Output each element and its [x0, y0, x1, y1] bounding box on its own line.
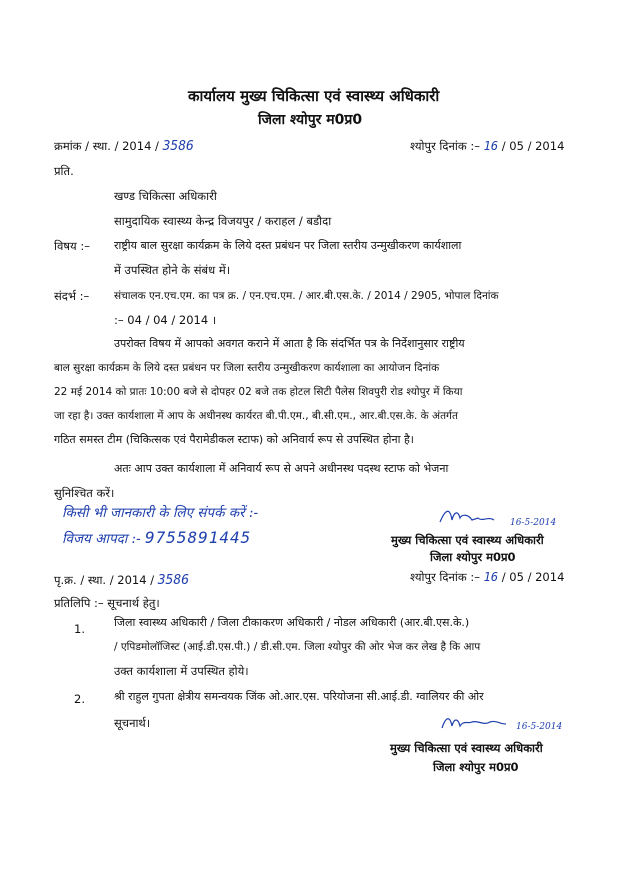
- endorsement-date-day-handwritten: 16: [483, 570, 499, 584]
- copy-item-2-line-1: श्री राहुल गुपता क्षेत्रीय समन्वयक जिंक ओ.आर.एस. परियोजना सी.आई.डी. ग्वालियर की ओर: [114, 690, 484, 703]
- endorsement-date-row: [410, 570, 564, 584]
- subject-line-2: में उपस्थित होने के संबंध में।: [114, 263, 231, 277]
- letter-number-prefix: क्रमांक / स्था. / 2014 /: [54, 139, 159, 153]
- handwritten-name: विजय आपदा :-: [62, 531, 141, 547]
- reference-label: संदर्भ :–: [54, 289, 90, 303]
- signature-date-1: 16-5-2014: [510, 518, 557, 528]
- copy-item-1-number: 1.: [74, 622, 85, 636]
- signature-2-district: जिला श्योपुर म0प्र0: [433, 760, 519, 774]
- reference-line-1: संचालक एन.एच.एम. का पत्र क्र. / एन.एच.एम. / आर.बी.एस.के. / 2014 / 2905, भोपाल दिनांक: [114, 290, 499, 302]
- endorsement-date-label: श्योपुर दिनांक :–: [410, 570, 480, 584]
- body-p1-line-3: 22 मई 2014 को प्रातः 10:00 बजे से दोपहर 02 बजे तक होटल सिटी पैलेस शिवपुरी रोड श्योपुर में किया: [54, 386, 463, 398]
- signature-scribble-1: [438, 504, 498, 532]
- body-p1-line-2: बाल सुरक्षा कार्यक्रम के लिये दस्त प्रबंधन पर जिला स्तरीय उन्मुखीकरण कार्यशाला का आयोजन दिनांक: [54, 362, 440, 374]
- endorsement-number-row: [54, 573, 189, 588]
- signature-date-2: 16-5-2014: [516, 722, 563, 732]
- subject-line-1: राष्ट्रीय बाल सुरक्षा कार्यक्रम के लिये दस्त प्रबंधन पर जिला स्तरीय उन्मुखीकरण कार्यशाला: [114, 239, 462, 252]
- body-p1-line-1: उपरोक्त विषय में आपको अवगत कराने में आता है कि संदर्भित पत्र के निर्देशानुसार राष्ट्रीय: [114, 337, 465, 350]
- handwritten-contact-note: किसी भी जानकारी के लिए संपर्क करें :-: [62, 505, 259, 521]
- copy-item-1-line-2: / एपिडमोलॉजिस्ट (आई.डी.एस.पी.) / डी.सी.एम. जिला श्योपुर की ओर भेज कर लेख है कि आप: [114, 641, 481, 653]
- reference-line-2: :– 04 / 04 / 2014 ।: [114, 313, 217, 327]
- body-p1-line-5: गठित समस्त टीम (चिकित्सक एवं पैरामेडीकल स्टाफ) को अनिवार्य रूप से उपस्थित होना है।: [54, 433, 414, 446]
- signature-1-district: जिला श्योपुर म0प्र0: [430, 550, 516, 564]
- signature-2-title: मुख्य चिकित्सा एवं स्वास्थ्य अधिकारी: [390, 741, 543, 755]
- body-p2-line-1: अतः आप उक्त कार्यशाला में अनिवार्य रूप से अपने अधीनस्थ पदस्थ स्टाफ को भेजना: [114, 462, 449, 475]
- copy-item-2-number: 2.: [74, 692, 85, 706]
- endorsement-date-rest: / 05 / 2014: [501, 570, 565, 584]
- recipient-line-2: सामुदायिक स्वास्थ्य केन्द्र विजयपुर / कराहल / बडौदा: [114, 214, 332, 228]
- letter-date-day-handwritten: 16: [483, 139, 499, 153]
- letter-date-rest: / 05 / 2014: [501, 139, 565, 153]
- copy-item-2-line-2: सूचनार्थ।: [114, 716, 151, 730]
- subject-label: विषय :–: [54, 239, 90, 253]
- copy-item-1-line-1: जिला स्वास्थ्य अधिकारी / जिला टीकाकरण अधिकारी / नोडल अधिकारी (आर.बी.एस.के.): [114, 616, 470, 629]
- endorsement-number-prefix: पृ.क्र. / स्था. / 2014 /: [54, 573, 155, 587]
- signature-1-title: मुख्य चिकित्सा एवं स्वास्थ्य अधिकारी: [391, 533, 544, 547]
- endorsement-number-handwritten: 3586: [157, 573, 190, 588]
- body-p2-line-2: सुनिश्चित करें।: [54, 486, 115, 500]
- office-title: कार्यालय मुख्य चिकित्सा एवं स्वास्थ्य अधिकारी: [188, 87, 440, 105]
- handwritten-contact-name: [62, 528, 251, 547]
- district-title: जिला श्योपुर म0प्र0: [258, 112, 363, 128]
- letter-number-row: [54, 139, 194, 154]
- body-p1-line-4: जा रहा है। उक्त कार्यशाला में आप के अधीनस्थ कार्यरत बी.पी.एम., बी.सी.एम., आर.बी.एस.के. के अंतर्गत: [54, 410, 458, 422]
- letter-date-row: [410, 139, 564, 153]
- copy-item-1-line-3: उक्त कार्यशाला में उपस्थित होये।: [114, 664, 249, 678]
- letter-number-handwritten: 3586: [162, 139, 194, 154]
- handwritten-phone: 9755891445: [144, 528, 252, 547]
- signature-scribble-2: [440, 712, 510, 738]
- to-label: प्रति.: [54, 164, 74, 178]
- recipient-line-1: खण्ड चिकित्सा अधिकारी: [114, 189, 217, 203]
- copy-label: प्रतिलिपि :– सूचनार्थ हेतु।: [54, 596, 160, 610]
- letter-date-label: श्योपुर दिनांक :–: [410, 139, 480, 153]
